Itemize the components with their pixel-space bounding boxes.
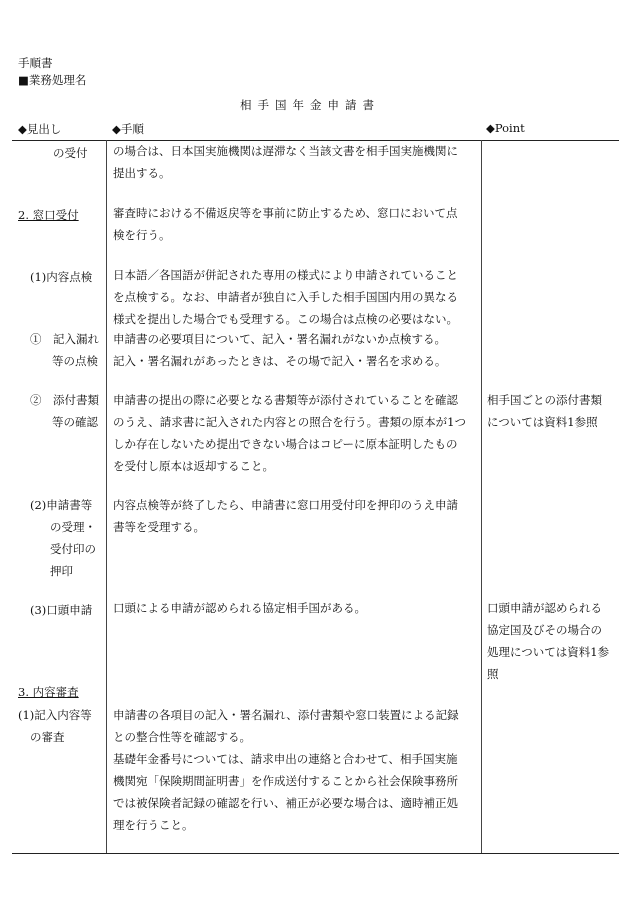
col-header-heading: ◆見出し (18, 122, 62, 136)
header-line-2: ■業務処理名 (18, 73, 87, 87)
text-kinyu-more: 申請書の必要項目について、記入・署名漏れがないか点検する。 記入・署名漏れがあったときは、その場で記入・署名を求める。 (113, 332, 447, 368)
heading-koto: (3)口頭申請 (30, 603, 93, 617)
heading-kinyu-more: ① 記入漏れ 等の点検 (30, 332, 99, 368)
column-divider-2 (481, 140, 482, 854)
heading-madoguchi: 2. 窓口受付 (18, 208, 79, 222)
text-uketsuke: の場合は、日本国実施機関は遅滞なく当該文書を相手国実施機関に 提出する。 (113, 144, 458, 180)
page-title: 相手国年金申請書 (240, 98, 380, 112)
heading-shinsa: 3. 内容審査 (18, 685, 79, 699)
heading-uketsuke: の受付 (53, 146, 88, 160)
heading-tenpu: ② 添付書類 等の確認 (30, 393, 99, 429)
column-divider-1 (106, 140, 107, 854)
heading-naiyo-tenken: (1)内容点検 (30, 270, 93, 284)
header-line-1: 手順書 (18, 56, 53, 70)
col-header-point: ◆Point (486, 121, 525, 135)
heading-kinyu-naiyo: (1)記入内容等 の審査 (18, 708, 92, 744)
heading-juri: (2)申請書等 の受理・ 受付印の 押印 (30, 498, 96, 578)
text-kinyu-naiyo: 申請書の各項目の記入・署名漏れ、添付書類や窓口装置による記録 との整合性等を確認する。 基礎年金番号については、請求申出の連絡と合わせて、相手国実施 機関宛「保険期間証明書」を作成送付することから社会保険事務所 では被保険者記録の確認を行い、補正が必要な場合は、適時補正処 理を行うこと。 (113, 708, 459, 832)
text-juri: 内容点検等が終了したら、申請書に窓口用受付印を押印のうえ申請 書等を受理する。 (113, 498, 458, 534)
col-header-procedure: ◆手順 (112, 122, 144, 136)
text-tenpu: 申請書の提出の際に必要となる書類等が添付されていることを確認 のうえ、請求書に記入された内容との照合を行う。書類の原本が1つ しか存在しないため提出できない場合はコピーに原本証明したもの を受付し原本は返却すること。 (113, 393, 467, 473)
text-naiyo-tenken: 日本語／各国語が併記された専用の様式により申請されていること を点検する。なお、申請者が独自に入手した相手国国内用の異なる 様式を提出した場合でも受理する。この場合は点検の必要はない。 (113, 268, 458, 326)
table-bottom-rule (12, 853, 619, 854)
text-koto: 口頭による申請が認められる協定相手国がある。 (113, 601, 366, 615)
point-tenpu: 相手国ごとの添付書類 については資料1参照 (487, 393, 602, 429)
text-madoguchi: 審査時における不備返戻等を事前に防止するため、窓口において点 検を行う。 (113, 206, 458, 242)
point-koto: 口頭申請が認められる 協定国及びその場合の 処理については資料1参 照 (487, 601, 610, 681)
